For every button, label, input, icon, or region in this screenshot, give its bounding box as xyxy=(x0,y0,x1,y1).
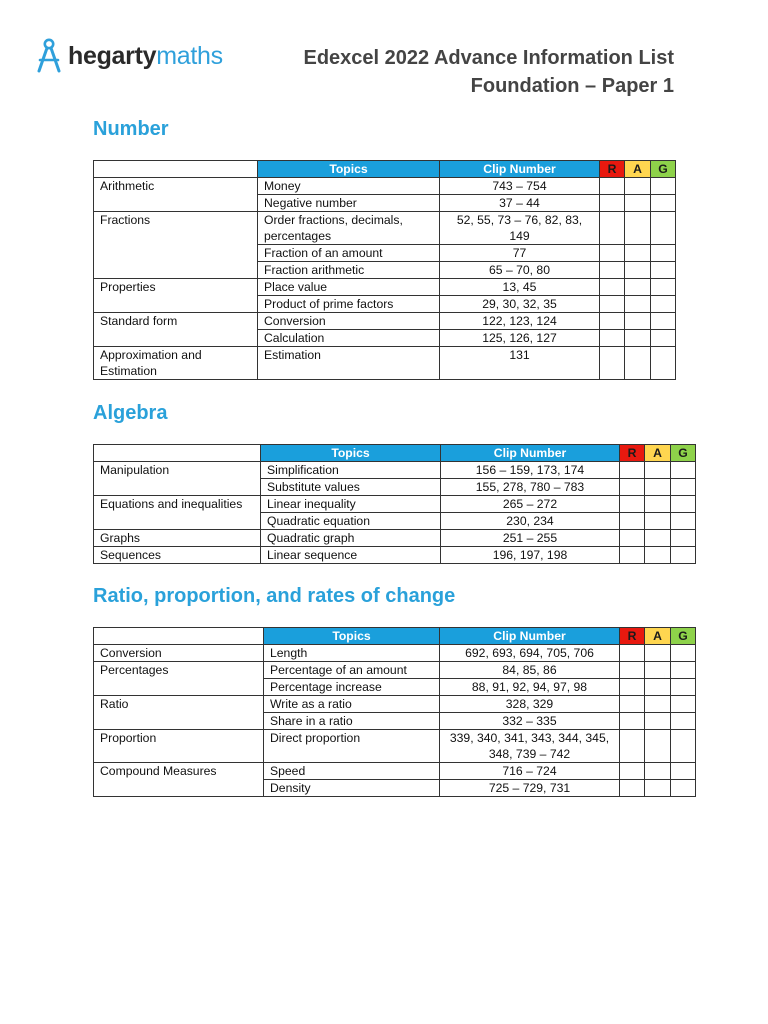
rag-a-checkbox[interactable] xyxy=(645,462,671,479)
rag-a-checkbox[interactable] xyxy=(625,330,651,347)
topic-cell: Money xyxy=(258,178,440,195)
category-cell: Ratio xyxy=(94,696,264,730)
topic-cell: Quadratic equation xyxy=(261,513,441,530)
header-a: A xyxy=(625,161,651,178)
table-row xyxy=(94,530,696,547)
table-row xyxy=(94,662,696,679)
document-title-line1: Edexcel 2022 Advance Information List xyxy=(303,47,674,69)
rag-a-checkbox[interactable] xyxy=(625,262,651,279)
category-cell: Conversion xyxy=(94,645,264,662)
document-title-line2: Foundation – Paper 1 xyxy=(470,75,674,97)
category-cell: Percentages xyxy=(94,662,264,696)
clip-number-cell: 65 – 70, 80 xyxy=(440,262,600,279)
rag-g-checkbox[interactable] xyxy=(671,547,696,564)
number-table xyxy=(93,160,676,380)
clip-number-cell: 328, 329 xyxy=(440,696,620,713)
category-cell: Compound Measures xyxy=(94,763,264,797)
rag-a-checkbox[interactable] xyxy=(625,178,651,195)
rag-g-checkbox[interactable] xyxy=(671,530,696,547)
category-cell: Graphs xyxy=(94,530,261,547)
header-g: G xyxy=(671,445,696,462)
rag-g-checkbox[interactable] xyxy=(671,496,696,513)
header-topics: Topics xyxy=(258,161,440,178)
table-row xyxy=(94,212,676,245)
clip-number-cell: 196, 197, 198 xyxy=(441,547,620,564)
section-title-ratio: Ratio, proportion, and rates of change xyxy=(93,585,456,607)
algebra-table xyxy=(93,444,696,564)
rag-r-checkbox[interactable] xyxy=(600,212,625,245)
category-cell: Approximation and Estimation xyxy=(94,347,258,380)
clip-number-cell: 156 – 159, 173, 174 xyxy=(441,462,620,479)
table-row xyxy=(94,645,696,662)
rag-a-checkbox[interactable] xyxy=(645,679,671,696)
rag-a-checkbox[interactable] xyxy=(645,513,671,530)
compass-icon xyxy=(36,38,62,74)
rag-r-checkbox[interactable] xyxy=(620,679,645,696)
clip-number-cell: 77 xyxy=(440,245,600,262)
rag-g-checkbox[interactable] xyxy=(651,178,676,195)
topic-cell: Speed xyxy=(264,763,440,780)
topic-cell: Fraction of an amount xyxy=(258,245,440,262)
rag-g-checkbox[interactable] xyxy=(671,662,696,679)
category-cell: Arithmetic xyxy=(94,178,258,212)
table-header-row xyxy=(94,445,696,462)
clip-number-cell: 29, 30, 32, 35 xyxy=(440,296,600,313)
clip-number-cell: 332 – 335 xyxy=(440,713,620,730)
rag-r-checkbox[interactable] xyxy=(620,496,645,513)
clip-number-cell: 125, 126, 127 xyxy=(440,330,600,347)
rag-a-checkbox[interactable] xyxy=(625,245,651,262)
table-header-row xyxy=(94,628,696,645)
topic-cell: Estimation xyxy=(258,347,440,380)
topic-cell: Linear sequence xyxy=(261,547,441,564)
rag-a-checkbox[interactable] xyxy=(645,763,671,780)
topic-cell: Product of prime factors xyxy=(258,296,440,313)
table-row xyxy=(94,547,696,564)
clip-number-cell: 725 – 729, 731 xyxy=(440,780,620,797)
section-title-algebra: Algebra xyxy=(93,402,168,424)
rag-r-checkbox[interactable] xyxy=(620,662,645,679)
rag-a-checkbox[interactable] xyxy=(645,662,671,679)
rag-g-checkbox[interactable] xyxy=(671,462,696,479)
rag-r-checkbox[interactable] xyxy=(620,645,645,662)
header-clip: Clip Number xyxy=(440,161,600,178)
header-g: G xyxy=(651,161,676,178)
clip-number-cell: 37 – 44 xyxy=(440,195,600,212)
logo-wordmark xyxy=(68,41,223,70)
rag-r-checkbox[interactable] xyxy=(620,780,645,797)
rag-a-checkbox[interactable] xyxy=(625,296,651,313)
rag-g-checkbox[interactable] xyxy=(671,730,696,763)
table-header-row xyxy=(94,161,676,178)
rag-g-checkbox[interactable] xyxy=(651,195,676,212)
rag-r-checkbox[interactable] xyxy=(620,513,645,530)
rag-r-checkbox[interactable] xyxy=(600,279,625,296)
header-g: G xyxy=(671,628,696,645)
rag-r-checkbox[interactable] xyxy=(620,730,645,763)
topic-cell: Direct proportion xyxy=(264,730,440,763)
rag-g-checkbox[interactable] xyxy=(651,330,676,347)
rag-r-checkbox[interactable] xyxy=(600,296,625,313)
topic-cell: Place value xyxy=(258,279,440,296)
header-a: A xyxy=(645,628,671,645)
header-a: A xyxy=(645,445,671,462)
topic-cell: Conversion xyxy=(258,313,440,330)
rag-r-checkbox[interactable] xyxy=(620,547,645,564)
header-r: R xyxy=(620,628,645,645)
table-row xyxy=(94,178,676,195)
rag-g-checkbox[interactable] xyxy=(671,696,696,713)
rag-a-checkbox[interactable] xyxy=(625,313,651,330)
rag-r-checkbox[interactable] xyxy=(620,696,645,713)
ratio-table xyxy=(93,627,696,797)
rag-r-checkbox[interactable] xyxy=(620,713,645,730)
table-row xyxy=(94,496,696,513)
rag-a-checkbox[interactable] xyxy=(625,279,651,296)
rag-a-checkbox[interactable] xyxy=(645,696,671,713)
clip-number-cell: 84, 85, 86 xyxy=(440,662,620,679)
topic-cell: Percentage increase xyxy=(264,679,440,696)
topic-cell: Calculation xyxy=(258,330,440,347)
category-cell: Proportion xyxy=(94,730,264,763)
rag-r-checkbox[interactable] xyxy=(600,313,625,330)
topic-cell: Order fractions, decimals, percentages xyxy=(258,212,440,245)
table-row xyxy=(94,696,696,713)
clip-number-cell: 230, 234 xyxy=(441,513,620,530)
rag-r-checkbox[interactable] xyxy=(620,530,645,547)
topic-cell: Linear inequality xyxy=(261,496,441,513)
header-topics: Topics xyxy=(264,628,440,645)
rag-g-checkbox[interactable] xyxy=(671,679,696,696)
clip-number-cell: 155, 278, 780 – 783 xyxy=(441,479,620,496)
rag-g-checkbox[interactable] xyxy=(651,212,676,245)
rag-a-checkbox[interactable] xyxy=(645,496,671,513)
clip-number-cell: 265 – 272 xyxy=(441,496,620,513)
logo-part2: maths xyxy=(156,41,223,70)
category-cell: Properties xyxy=(94,279,258,313)
rag-g-checkbox[interactable] xyxy=(671,763,696,780)
clip-number-cell: 339, 340, 341, 343, 344, 345, 348, 739 – 742 xyxy=(440,730,620,763)
hegartymaths-logo xyxy=(36,38,223,74)
header-clip: Clip Number xyxy=(440,628,620,645)
rag-a-checkbox[interactable] xyxy=(645,730,671,763)
header-topics: Topics xyxy=(261,445,441,462)
table-row xyxy=(94,763,696,780)
rag-a-checkbox[interactable] xyxy=(645,547,671,564)
header-r: R xyxy=(600,161,625,178)
rag-g-checkbox[interactable] xyxy=(651,313,676,330)
clip-number-cell: 122, 123, 124 xyxy=(440,313,600,330)
clip-number-cell: 251 – 255 xyxy=(441,530,620,547)
rag-g-checkbox[interactable] xyxy=(651,245,676,262)
rag-a-checkbox[interactable] xyxy=(625,347,651,380)
rag-a-checkbox[interactable] xyxy=(645,780,671,797)
rag-g-checkbox[interactable] xyxy=(651,347,676,380)
table-row xyxy=(94,462,696,479)
rag-r-checkbox[interactable] xyxy=(600,347,625,380)
document-title xyxy=(304,44,675,100)
clip-number-cell: 692, 693, 694, 705, 706 xyxy=(440,645,620,662)
rag-g-checkbox[interactable] xyxy=(671,479,696,496)
topic-cell: Quadratic graph xyxy=(261,530,441,547)
rag-g-checkbox[interactable] xyxy=(651,262,676,279)
rag-r-checkbox[interactable] xyxy=(600,262,625,279)
rag-r-checkbox[interactable] xyxy=(600,330,625,347)
category-cell: Fractions xyxy=(94,212,258,279)
topic-cell: Share in a ratio xyxy=(264,713,440,730)
topic-cell: Density xyxy=(264,780,440,797)
table-row xyxy=(94,279,676,296)
rag-g-checkbox[interactable] xyxy=(671,780,696,797)
rag-g-checkbox[interactable] xyxy=(671,713,696,730)
category-cell: Standard form xyxy=(94,313,258,347)
rag-r-checkbox[interactable] xyxy=(620,462,645,479)
header-r: R xyxy=(620,445,645,462)
rag-g-checkbox[interactable] xyxy=(671,513,696,530)
topic-cell: Length xyxy=(264,645,440,662)
rag-a-checkbox[interactable] xyxy=(645,713,671,730)
topic-cell: Write as a ratio xyxy=(264,696,440,713)
header-category xyxy=(94,628,264,645)
rag-a-checkbox[interactable] xyxy=(625,212,651,245)
table-row xyxy=(94,730,696,763)
rag-r-checkbox[interactable] xyxy=(600,195,625,212)
topic-cell: Negative number xyxy=(258,195,440,212)
header-clip: Clip Number xyxy=(441,445,620,462)
clip-number-cell: 52, 55, 73 – 76, 82, 83, 149 xyxy=(440,212,600,245)
clip-number-cell: 131 xyxy=(440,347,600,380)
table-row xyxy=(94,347,676,380)
header-category xyxy=(94,445,261,462)
clip-number-cell: 88, 91, 92, 94, 97, 98 xyxy=(440,679,620,696)
table-row xyxy=(94,313,676,330)
category-cell: Manipulation xyxy=(94,462,261,496)
rag-r-checkbox[interactable] xyxy=(620,479,645,496)
category-cell: Equations and inequalities xyxy=(94,496,261,530)
topic-cell: Fraction arithmetic xyxy=(258,262,440,279)
section-title-number: Number xyxy=(93,118,169,140)
clip-number-cell: 743 – 754 xyxy=(440,178,600,195)
topic-cell: Percentage of an amount xyxy=(264,662,440,679)
category-cell: Sequences xyxy=(94,547,261,564)
clip-number-cell: 13, 45 xyxy=(440,279,600,296)
topic-cell: Simplification xyxy=(261,462,441,479)
rag-r-checkbox[interactable] xyxy=(620,763,645,780)
rag-a-checkbox[interactable] xyxy=(645,645,671,662)
header-category xyxy=(94,161,258,178)
topic-cell: Substitute values xyxy=(261,479,441,496)
rag-a-checkbox[interactable] xyxy=(645,530,671,547)
rag-g-checkbox[interactable] xyxy=(651,279,676,296)
rag-r-checkbox[interactable] xyxy=(600,178,625,195)
clip-number-cell: 716 – 724 xyxy=(440,763,620,780)
rag-r-checkbox[interactable] xyxy=(600,245,625,262)
logo-part1: hegarty xyxy=(68,41,157,70)
rag-g-checkbox[interactable] xyxy=(671,645,696,662)
rag-g-checkbox[interactable] xyxy=(651,296,676,313)
rag-a-checkbox[interactable] xyxy=(625,195,651,212)
rag-a-checkbox[interactable] xyxy=(645,479,671,496)
